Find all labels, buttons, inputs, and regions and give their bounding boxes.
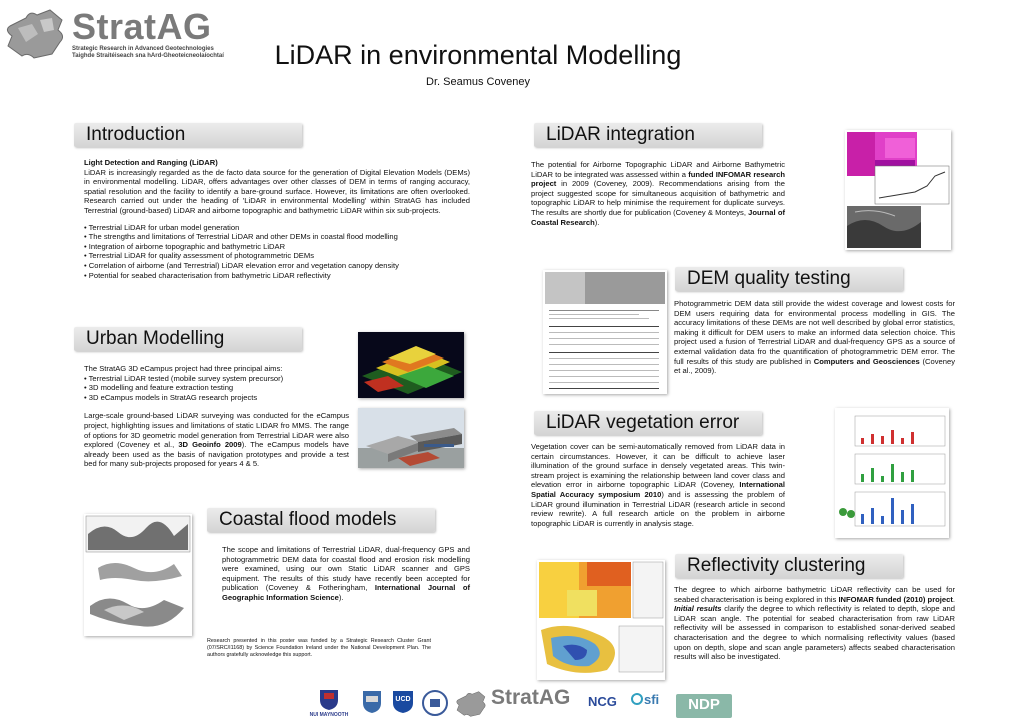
integration-text-b: in 2009 (Coveney, 2009). Recommendations arising from the project suggested scope for simultaneous acquisition of bathymetric and topographic LiDAR to help minimise the requirement for duplicate surveys. The results are shortly due for publication (Coveney & Monteys, bbox=[531, 179, 785, 217]
maynooth-label: NUI MAYNOOTH bbox=[309, 712, 349, 718]
urban-citation: 3D Geoinfo 2009 bbox=[178, 440, 242, 450]
vegetation-paragraph bbox=[531, 442, 785, 528]
list-item: • 3D eCampus models in StratAG research projects bbox=[84, 393, 349, 403]
ucd-logo bbox=[392, 690, 414, 714]
vegetation-symposium: International Spatial Accuracy symposium 2010 bbox=[531, 480, 785, 499]
coastal-journal: International Journal of Geographic Information Science bbox=[222, 583, 470, 602]
urban-body bbox=[84, 364, 349, 476]
dem-table-figure bbox=[543, 270, 667, 394]
ndp-logo bbox=[676, 694, 732, 718]
sfi-logo bbox=[630, 690, 670, 720]
reflectivity-body bbox=[674, 585, 955, 669]
integration-journal: Journal of Coastal Research bbox=[531, 207, 785, 227]
introduction-list bbox=[84, 223, 470, 281]
list-item: • Correlation of airborne (and Terrestrial) LiDAR elevation error and vegetation canopy density bbox=[84, 261, 470, 271]
vegetation-heading: LiDAR vegetation error bbox=[534, 411, 762, 435]
reflectivity-initial-results: Initial results bbox=[674, 604, 722, 614]
reflectivity-heading: Reflectivity clustering bbox=[675, 554, 903, 578]
coastal-paragraph bbox=[222, 545, 470, 603]
dem-text-a: Photogrammetric DEM data still provide the widest coverage and lowest costs for DEM users requiring data for environmental process modelling in GIS. The accuracy limitations of these DEMs are not well described by global error statistics, making it difficult for DEM users to make an informed data selection choice. This project used a fusion of Terrestrial LiDAR and dual-frequency GPS as a source of external validation data fro the quantification of photogrammetric DEM error. The full results of this study are published in bbox=[674, 299, 955, 366]
reflectivity-text-b: . bbox=[952, 594, 955, 604]
integration-heading: LiDAR integration bbox=[534, 123, 762, 147]
urban-list bbox=[84, 374, 349, 403]
dem-text-b: (Coveney et al., 2009). bbox=[674, 356, 955, 376]
shield-icon bbox=[362, 690, 382, 714]
sfi-label: sfi bbox=[644, 692, 660, 707]
list-item: • Terrestrial LiDAR tested (mobile survey system precursor) bbox=[84, 374, 349, 384]
dem-paragraph bbox=[674, 299, 955, 376]
reflectivity-text-c: clarify the degree to which reflectivity is related to depth, slope and LiDAR scan angle. The potential for seabed characterisation from raw LiDAR reflectivity will be assessed in comparison to established sonar-derived seabed characterisation and the degree to which normalising reflectivity values (based upon on depth, slope and scan angle parameters) affects seabed characterisation results will also be investigated. bbox=[674, 604, 955, 662]
integration-project: funded INFOMAR research project bbox=[531, 169, 785, 189]
integration-figure bbox=[845, 130, 951, 250]
brand-line-1: Strategic Research in Advanced Geotechnologies bbox=[72, 46, 214, 52]
urban-paragraph bbox=[84, 411, 349, 469]
puzzle-logo-icon bbox=[455, 689, 489, 719]
introduction-body bbox=[84, 158, 470, 280]
sfi-swirl-icon bbox=[630, 692, 644, 706]
integration-body bbox=[531, 160, 785, 234]
list-item: • Terrestrial LiDAR for quality assessment of photogrammetric DEMs bbox=[84, 251, 470, 261]
list-item: • 3D modelling and feature extraction testing bbox=[84, 383, 349, 393]
vegetation-text-b: ) and is assessing the problem of LiDAR ground illumination in Terrestrial LiDAR (research article in second review rewrite). A full research article on the problem in airborne topographic LiDAR is currently in analysis stage. bbox=[531, 489, 785, 528]
introduction-paragraph: LiDAR is increasingly regarded as the de facto data source for the generation of Digital Elevation Models (DEMs) in environmental modelling. LiDAR, offers advantages over other classes of DEM in terms of ranging accuracy, spatial resolution and the facility to identify a bare-ground surface. However, its limitations are often overlooked. Research carried out under the heading of 'LiDAR in environmental Modelling' within StratAG has included Terrestrial (ground-based) LiDAR and airborne topographic and bathymetric LiDAR within six sub-projects. bbox=[84, 167, 470, 215]
footer-brand: StratAG bbox=[491, 686, 571, 709]
vegetation-body bbox=[531, 442, 785, 535]
ncg-logo bbox=[588, 694, 622, 714]
vegetation-text-a: Vegetation cover can be semi-automatically removed from LiDAR data in certain circumstances. However, it can be difficult to achieve laser illumination of the ground surface in densely vegetated areas. This twin-stream project is examining the relationship between land cover class and elevation error in airborne topographic LiDAR (Coveney, bbox=[531, 442, 785, 490]
ncg-label: NCG bbox=[588, 694, 617, 709]
dem-heading: DEM quality testing bbox=[675, 267, 903, 291]
crest-logo bbox=[362, 690, 382, 714]
dem-journal: Computers and Geosciences bbox=[813, 356, 920, 366]
author: Dr. Seamus Coveney bbox=[426, 76, 530, 88]
ndp-label: NDP bbox=[688, 696, 720, 713]
list-item: • The strengths and limitations of Terrestrial LiDAR and other DEMs in coastal flood modelling bbox=[84, 232, 470, 242]
brand-line-2: Taighde Straitéiseach sna hArd-Gheoteicneolaíochtaí bbox=[72, 53, 224, 59]
reflectivity-text-a: The degree to which airborne bathymetric LiDAR reflectivity can be used for seabed characterisation is being explored in this bbox=[674, 585, 955, 604]
coastal-map-image bbox=[84, 514, 192, 636]
urban-intro: The StratAG 3D eCampus project had three principal aims: bbox=[84, 364, 283, 373]
dit-logo bbox=[422, 690, 448, 716]
maynooth-crest-icon bbox=[318, 688, 340, 710]
maynooth-logo bbox=[308, 688, 350, 724]
integration-paragraph bbox=[531, 160, 785, 227]
stratag-footer-logo bbox=[455, 688, 583, 720]
list-item: • Potential for seabed characterisation from bathymetric LiDAR reflectivity bbox=[84, 271, 470, 281]
urban-text-b: ). The eCampus models have already been used as the basis of navigation prototypes and provide a test bed for many sub-projects proposed for years 4 & 5. bbox=[84, 440, 349, 469]
coastal-text-a: The scope and limitations of Terrestrial LiDAR, dual-frequency GPS and photogrammetric DEM data for coastal flood and erosion risk modelling were examined, using our own Static LiDAR scanner and GPS equipment. The results of this study have recently been accepted for publication (Coveney & Fotheringham, bbox=[222, 545, 470, 593]
page-title: LiDAR in environmental Modelling bbox=[274, 40, 682, 70]
integration-text-a: The potential for Airborne Topographic LiDAR and Airborne Bathymetric LiDAR to be integrated was assessed within a bbox=[531, 160, 785, 179]
reflectivity-project: INFOMAR funded (2010) project bbox=[838, 594, 953, 604]
campus-model-image bbox=[358, 408, 464, 468]
dem-body bbox=[674, 299, 955, 383]
coastal-text-b: ). bbox=[338, 592, 344, 602]
coastal-heading: Coastal flood models bbox=[207, 508, 435, 532]
urban-text-a: Large-scale ground-based LiDAR surveying was conducted for the eCampus project, highlighting issues and limitations of static LIDAR fro MMS. The range of options for 3D geometric model generation from Terrestrial LiDAR were also explored (Coveney et al., bbox=[84, 411, 349, 450]
dit-seal-icon bbox=[422, 690, 448, 716]
urban-heading: Urban Modelling bbox=[74, 327, 302, 351]
brand-name: StratAG bbox=[72, 6, 212, 47]
reflectivity-paragraph bbox=[674, 585, 955, 662]
introduction-subheading: Light Detection and Ranging (LiDAR) bbox=[84, 158, 218, 167]
ucd-label: UCD bbox=[395, 696, 411, 703]
list-item: • Terrestrial LiDAR for urban model generation bbox=[84, 223, 470, 233]
list-item: • Integration of airborne topographic and bathymetric LiDAR bbox=[84, 242, 470, 252]
reflectivity-map-figure bbox=[537, 560, 665, 680]
integration-text-c: ). bbox=[594, 217, 600, 227]
funding-note: Research presented in this poster was funded by a Strategic Research Cluster Grant (07/SRC/I1168) by Science Foundation Ireland under the National Development Plan. The authors gratefully acknowledge this support. bbox=[207, 638, 431, 658]
vegetation-charts-figure bbox=[835, 408, 949, 538]
coastal-body bbox=[222, 545, 470, 610]
introduction-heading: Introduction bbox=[74, 123, 302, 147]
point-cloud-image bbox=[358, 332, 464, 398]
